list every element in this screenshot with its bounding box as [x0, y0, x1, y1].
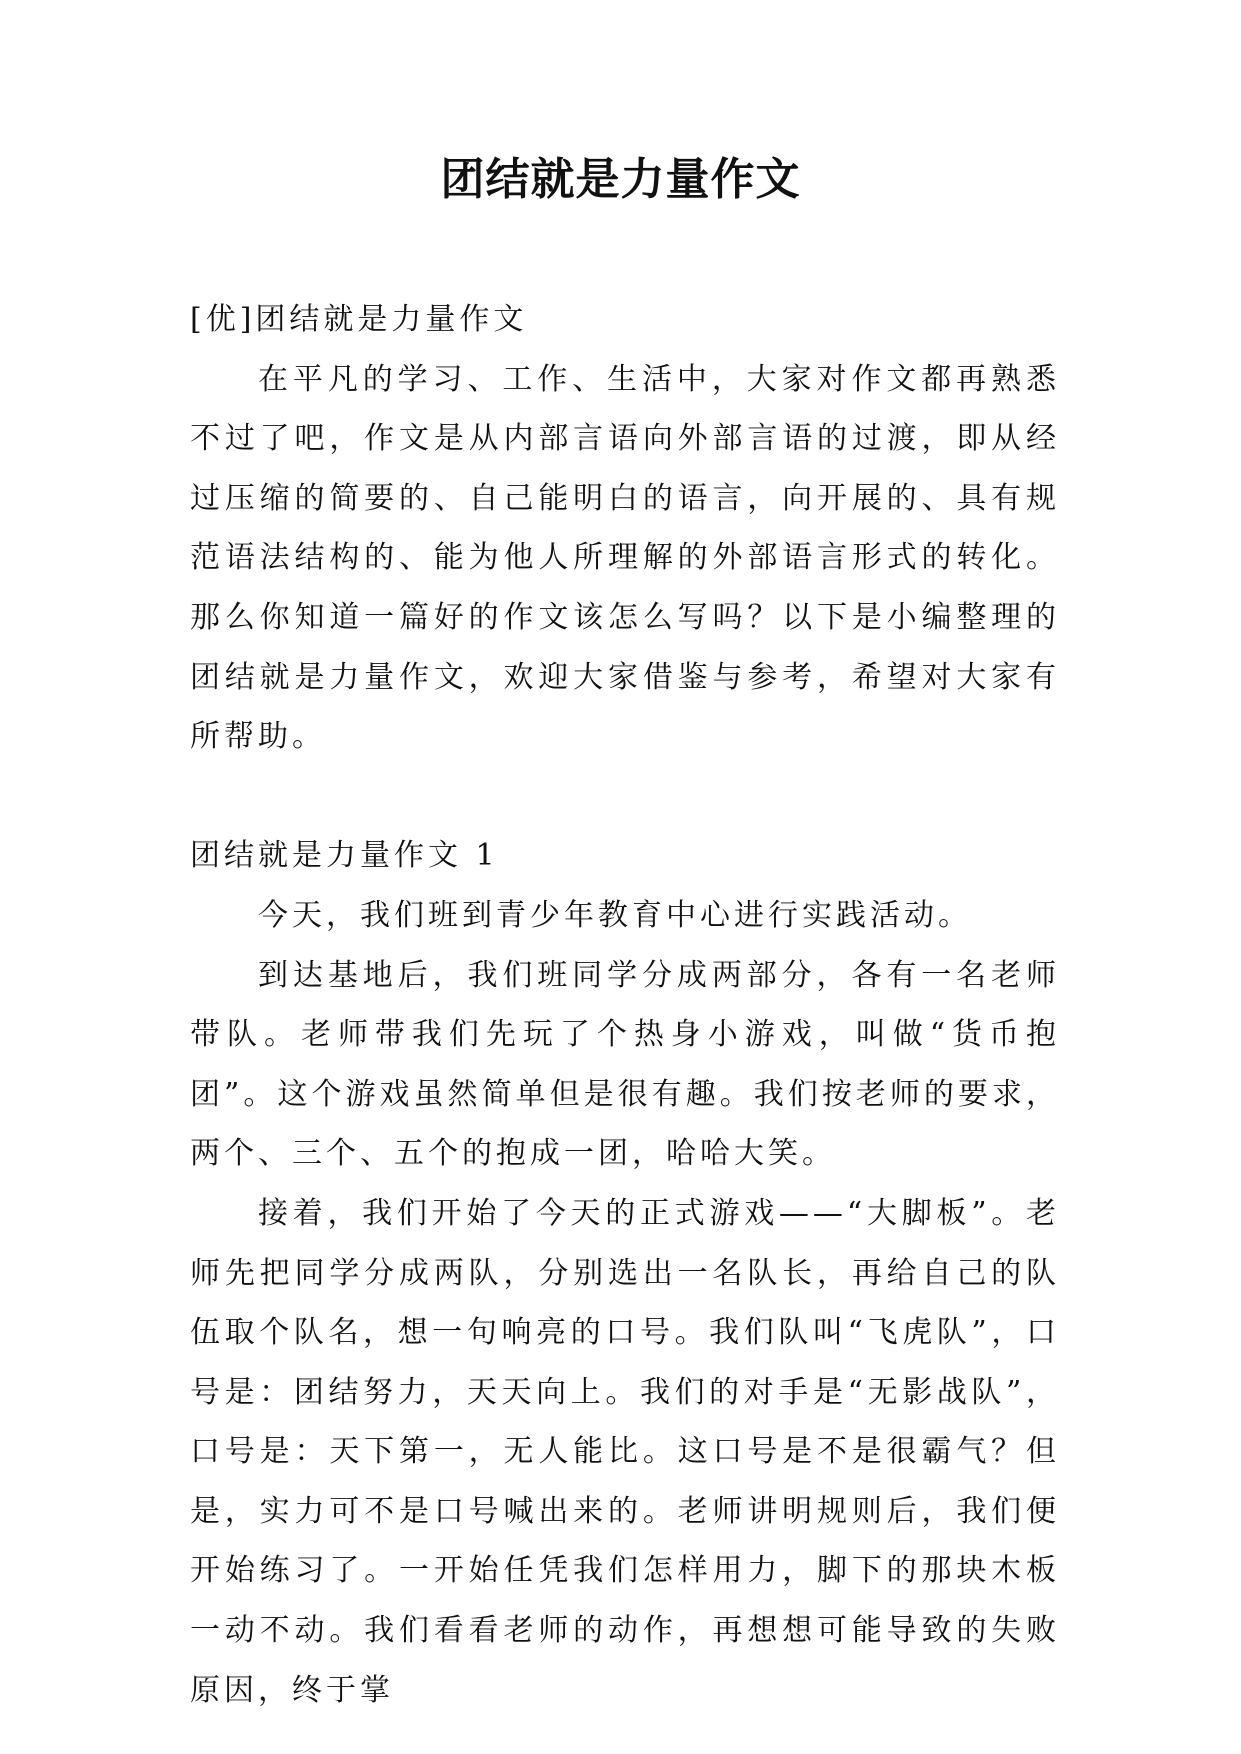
document-title: 团结就是力量作文: [440, 154, 801, 205]
body-paragraph: 到达基地后，我们班同学分成两部分，各有一名老师带队。老师带我们先玩了个热身小游戏，叫做“货币抱团”。这个游戏虽然简单但是很有趣。我们按老师的要求，两个、三个、五个的抱成一团，哈哈大笑。: [190, 957, 1060, 1172]
section-heading: 团结就是力量作文 1: [190, 838, 499, 874]
document-subtitle: [优]团结就是力量作文: [190, 302, 528, 337]
intro-paragraph: 在平凡的学习、工作、生活中，大家对作文都再熟悉不过了吧，作文是从内部言语向外部言语的过渡，即从经过压缩的简要的、自己能明白的语言，向开展的、具有规范语法结构的、能为他人所理解的外部语言形式的转化。那么你知道一篇好的作文该怎么写吗？以下是小编整理的团结就是力量作文，欢迎大家借鉴与参考，希望对大家有所帮助。: [190, 361, 1060, 755]
body-paragraph: 今天，我们班到青少年教育中心进行实践活动。: [258, 897, 972, 933]
body-paragraph: 接着，我们开始了今天的正式游戏——“大脚板”。老师先把同学分成两队，分别选出一名队长，再给自己的队伍取个队名，想一句响亮的口号。我们队叫“飞虎队”，口号是：团结努力，天天向上。我们的对手是“无影战队”，口号是：天下第一，无人能比。这口号是不是很霸气？但是，实力可不是口号喊出来的。老师讲明规则后，我们便开始练习了。一开始任凭我们怎样用力，脚下的那块木板一动不动。我们看看老师的动作，再想想可能导致的失败原因，终于掌: [190, 1195, 1060, 1708]
document-body: [190, 290, 1060, 1720]
